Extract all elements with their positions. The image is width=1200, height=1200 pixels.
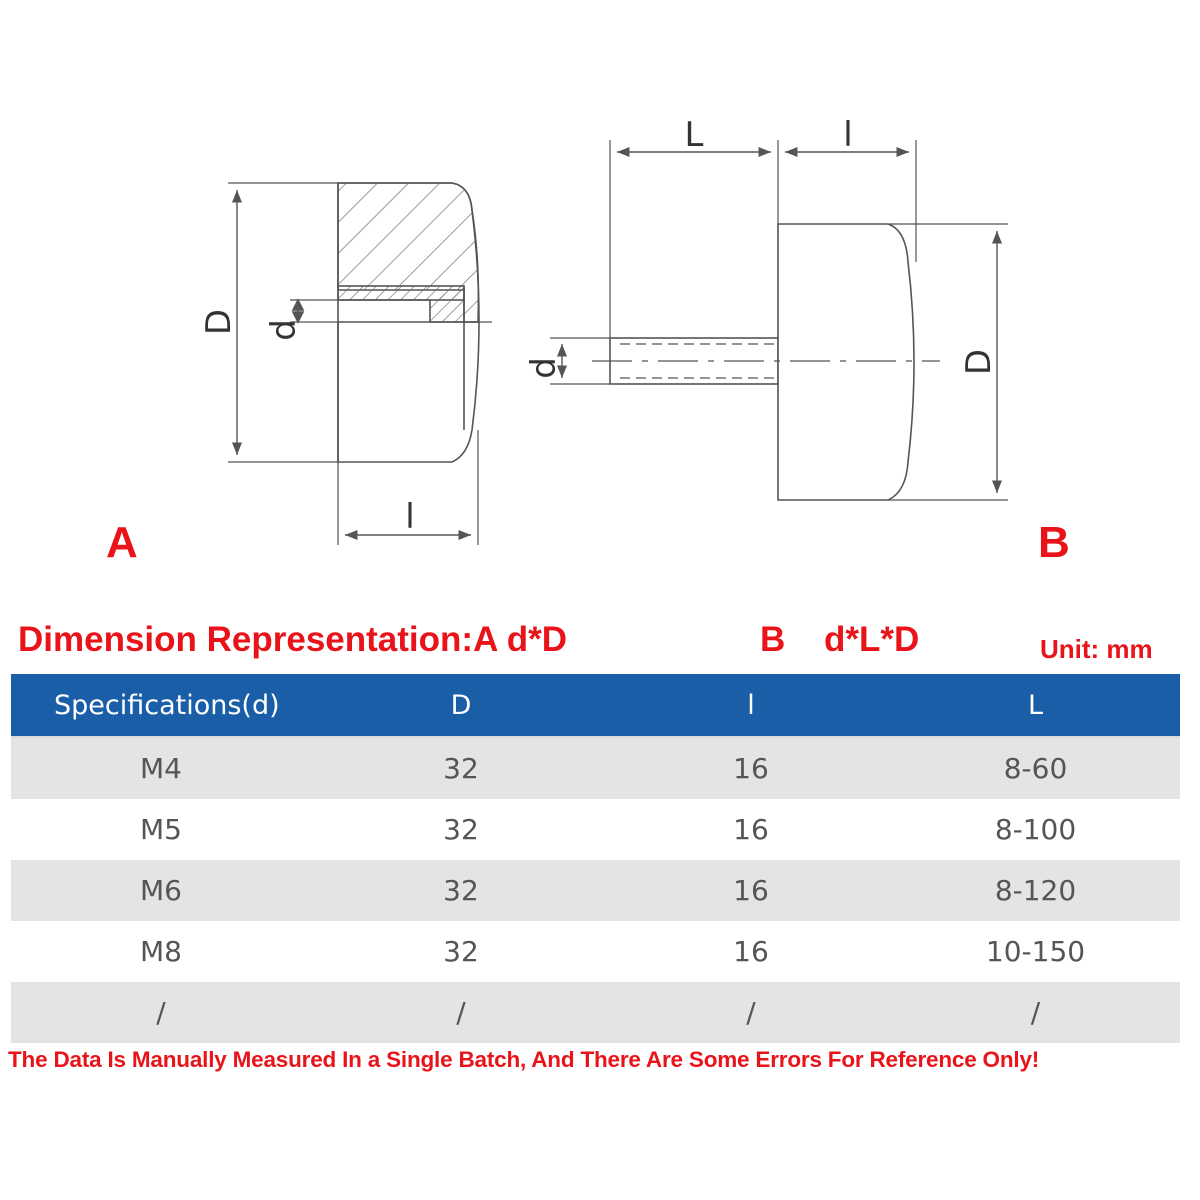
cell-l: /	[611, 982, 891, 1043]
knob-b-body	[778, 224, 914, 500]
view-label-b: B	[1038, 518, 1070, 567]
cell-L: 8-120	[891, 860, 1180, 921]
table-row	[11, 982, 1180, 1043]
cell-L: /	[891, 982, 1180, 1043]
drawing-a-label-l: l	[405, 497, 415, 537]
unit-label: Unit: mm	[1040, 634, 1153, 664]
view-label-a: A	[106, 518, 138, 567]
cell-D: 32	[311, 737, 611, 799]
table-row	[11, 860, 1180, 921]
cell-L: 8-60	[891, 737, 1180, 799]
drawing-a	[228, 183, 492, 545]
drawing-b	[550, 140, 1008, 500]
cell-D: /	[311, 982, 611, 1043]
drawing-b-label-l: l	[843, 115, 853, 155]
specifications-table	[11, 674, 1180, 1043]
cell-spec: /	[11, 982, 311, 1043]
cell-D: 32	[311, 860, 611, 921]
table-row	[11, 921, 1180, 982]
drawing-a-label-d: d	[264, 319, 304, 341]
dimension-title-b-formula: d*L*D	[824, 620, 920, 659]
drawing-b-label-d: d	[524, 357, 564, 379]
cell-spec: M6	[11, 860, 311, 921]
cell-D: 32	[311, 921, 611, 982]
cell-spec: M5	[11, 799, 311, 860]
table-header-row	[11, 674, 1180, 737]
cell-L: 10-150	[891, 921, 1180, 982]
drawing-a-label-D: D	[199, 308, 239, 336]
header-L: L	[891, 674, 1180, 737]
dimension-title: Dimension Representation:A d*D	[18, 620, 568, 659]
cell-l: 16	[611, 737, 891, 799]
dimension-title-b-label: B	[760, 620, 786, 659]
cell-l: 16	[611, 799, 891, 860]
table-row	[11, 799, 1180, 860]
cell-L: 8-100	[891, 799, 1180, 860]
cell-l: 16	[611, 860, 891, 921]
header-specifications: Specifications(d)	[11, 674, 311, 737]
cell-l: 16	[611, 921, 891, 982]
drawing-b-label-L: L	[684, 115, 704, 155]
cell-spec: M8	[11, 921, 311, 982]
table-row	[11, 737, 1180, 799]
cell-spec: M4	[11, 737, 311, 799]
disclaimer-note: The Data Is Manually Measured In a Single Batch, And There Are Some Errors For Reference Only!	[8, 1047, 1040, 1072]
header-l: l	[611, 674, 891, 737]
header-D: D	[311, 674, 611, 737]
dimension-title-row	[18, 620, 1188, 670]
cell-D: 32	[311, 799, 611, 860]
drawing-b-label-D: D	[959, 348, 999, 376]
